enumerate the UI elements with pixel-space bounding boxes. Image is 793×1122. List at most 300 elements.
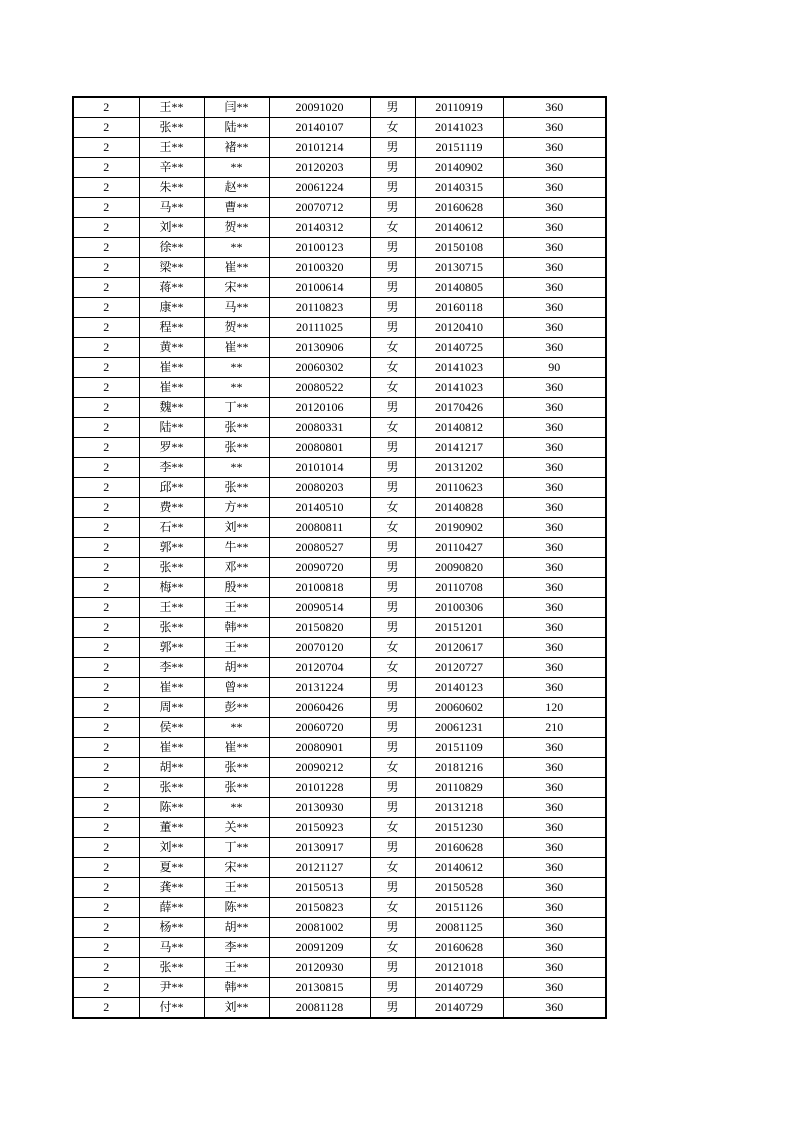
date-2-cell: 20190902: [415, 518, 503, 538]
gender-cell: 男: [370, 198, 415, 218]
name-a-cell: 刘**: [139, 838, 204, 858]
gender-cell: 男: [370, 398, 415, 418]
table-row: [73, 318, 606, 338]
date-1-cell: 20150513: [269, 878, 370, 898]
table-row: [73, 238, 606, 258]
table-row: [73, 858, 606, 878]
date-2-cell: 20140725: [415, 338, 503, 358]
date-2-cell: 20061231: [415, 718, 503, 738]
gender-cell: 男: [370, 718, 415, 738]
date-2-cell: 20140315: [415, 178, 503, 198]
days-cell: 360: [503, 578, 606, 598]
name-a-cell: 张**: [139, 958, 204, 978]
name-b-cell: 李**: [204, 938, 269, 958]
group-cell: 2: [73, 498, 139, 518]
group-cell: 2: [73, 698, 139, 718]
gender-cell: 男: [370, 458, 415, 478]
name-b-cell: 张**: [204, 478, 269, 498]
name-a-cell: 薛**: [139, 898, 204, 918]
days-cell: 360: [503, 318, 606, 338]
data-table: [72, 96, 607, 1019]
gender-cell: 男: [370, 598, 415, 618]
name-b-cell: **: [204, 238, 269, 258]
days-cell: 360: [503, 658, 606, 678]
group-cell: 2: [73, 298, 139, 318]
gender-cell: 男: [370, 318, 415, 338]
days-cell: 360: [503, 458, 606, 478]
name-a-cell: 崔**: [139, 738, 204, 758]
table-row: [73, 678, 606, 698]
name-b-cell: 刘**: [204, 518, 269, 538]
days-cell: 360: [503, 778, 606, 798]
table-row: [73, 878, 606, 898]
date-2-cell: 20141023: [415, 378, 503, 398]
name-b-cell: 丁**: [204, 838, 269, 858]
name-b-cell: 韩**: [204, 618, 269, 638]
date-2-cell: 20140612: [415, 218, 503, 238]
date-1-cell: 20060426: [269, 698, 370, 718]
name-b-cell: **: [204, 458, 269, 478]
date-2-cell: 20151126: [415, 898, 503, 918]
group-cell: 2: [73, 658, 139, 678]
name-a-cell: 魏**: [139, 398, 204, 418]
gender-cell: 男: [370, 838, 415, 858]
days-cell: 360: [503, 278, 606, 298]
group-cell: 2: [73, 418, 139, 438]
name-b-cell: 张**: [204, 758, 269, 778]
days-cell: 360: [503, 598, 606, 618]
name-a-cell: 程**: [139, 318, 204, 338]
gender-cell: 男: [370, 158, 415, 178]
group-cell: 2: [73, 778, 139, 798]
days-cell: 360: [503, 818, 606, 838]
date-2-cell: 20160628: [415, 198, 503, 218]
name-a-cell: 张**: [139, 558, 204, 578]
group-cell: 2: [73, 438, 139, 458]
group-cell: 2: [73, 978, 139, 998]
gender-cell: 男: [370, 478, 415, 498]
table-row: [73, 158, 606, 178]
group-cell: 2: [73, 898, 139, 918]
name-b-cell: 陈**: [204, 898, 269, 918]
table-row: [73, 938, 606, 958]
name-b-cell: 贺**: [204, 318, 269, 338]
gender-cell: 男: [370, 258, 415, 278]
gender-cell: 女: [370, 118, 415, 138]
name-a-cell: 王**: [139, 138, 204, 158]
table-row: [73, 578, 606, 598]
date-1-cell: 20150923: [269, 818, 370, 838]
date-1-cell: 20070120: [269, 638, 370, 658]
group-cell: 2: [73, 918, 139, 938]
name-a-cell: 付**: [139, 998, 204, 1019]
gender-cell: 女: [370, 358, 415, 378]
group-cell: 2: [73, 638, 139, 658]
date-1-cell: 20130930: [269, 798, 370, 818]
name-a-cell: 张**: [139, 618, 204, 638]
gender-cell: 男: [370, 978, 415, 998]
group-cell: 2: [73, 458, 139, 478]
days-cell: 360: [503, 298, 606, 318]
group-cell: 2: [73, 198, 139, 218]
days-cell: 360: [503, 678, 606, 698]
table-row: [73, 278, 606, 298]
days-cell: 360: [503, 738, 606, 758]
days-cell: 360: [503, 878, 606, 898]
group-cell: 2: [73, 758, 139, 778]
group-cell: 2: [73, 578, 139, 598]
name-b-cell: **: [204, 358, 269, 378]
table-row: [73, 198, 606, 218]
date-2-cell: 20131218: [415, 798, 503, 818]
name-b-cell: **: [204, 378, 269, 398]
date-2-cell: 20121018: [415, 958, 503, 978]
name-a-cell: 胡**: [139, 758, 204, 778]
name-a-cell: 李**: [139, 658, 204, 678]
table-row: [73, 918, 606, 938]
days-cell: 360: [503, 438, 606, 458]
name-a-cell: 周**: [139, 698, 204, 718]
date-1-cell: 20101214: [269, 138, 370, 158]
name-b-cell: 宋**: [204, 858, 269, 878]
days-cell: 360: [503, 218, 606, 238]
gender-cell: 男: [370, 958, 415, 978]
date-2-cell: 20120727: [415, 658, 503, 678]
date-2-cell: 20110708: [415, 578, 503, 598]
name-b-cell: **: [204, 718, 269, 738]
name-a-cell: 龚**: [139, 878, 204, 898]
name-a-cell: 崔**: [139, 358, 204, 378]
group-cell: 2: [73, 358, 139, 378]
gender-cell: 女: [370, 818, 415, 838]
group-cell: 2: [73, 398, 139, 418]
name-b-cell: 陆**: [204, 118, 269, 138]
date-1-cell: 20101228: [269, 778, 370, 798]
name-b-cell: 马**: [204, 298, 269, 318]
group-cell: 2: [73, 958, 139, 978]
name-a-cell: 康**: [139, 298, 204, 318]
gender-cell: 男: [370, 558, 415, 578]
table-row: [73, 478, 606, 498]
name-b-cell: 宋**: [204, 278, 269, 298]
name-a-cell: 王**: [139, 598, 204, 618]
days-cell: 210: [503, 718, 606, 738]
date-1-cell: 20150820: [269, 618, 370, 638]
name-a-cell: 郭**: [139, 538, 204, 558]
group-cell: 2: [73, 878, 139, 898]
date-2-cell: 20150528: [415, 878, 503, 898]
table-row: [73, 658, 606, 678]
group-cell: 2: [73, 218, 139, 238]
date-2-cell: 20110919: [415, 97, 503, 118]
date-2-cell: 20140729: [415, 978, 503, 998]
table-row: [73, 738, 606, 758]
date-2-cell: 20110829: [415, 778, 503, 798]
table-row: [73, 798, 606, 818]
name-a-cell: 辛**: [139, 158, 204, 178]
days-cell: 360: [503, 918, 606, 938]
date-2-cell: 20110623: [415, 478, 503, 498]
name-a-cell: 崔**: [139, 378, 204, 398]
date-2-cell: 20150108: [415, 238, 503, 258]
days-cell: 360: [503, 898, 606, 918]
name-b-cell: 曾**: [204, 678, 269, 698]
date-2-cell: 20131202: [415, 458, 503, 478]
group-cell: 2: [73, 938, 139, 958]
date-1-cell: 20120203: [269, 158, 370, 178]
name-b-cell: 殷**: [204, 578, 269, 598]
date-1-cell: 20100818: [269, 578, 370, 598]
name-a-cell: 尹**: [139, 978, 204, 998]
gender-cell: 男: [370, 97, 415, 118]
date-2-cell: 20141023: [415, 118, 503, 138]
group-cell: 2: [73, 538, 139, 558]
gender-cell: 男: [370, 578, 415, 598]
gender-cell: 男: [370, 678, 415, 698]
group-cell: 2: [73, 718, 139, 738]
group-cell: 2: [73, 338, 139, 358]
date-2-cell: 20140805: [415, 278, 503, 298]
group-cell: 2: [73, 998, 139, 1019]
group-cell: 2: [73, 798, 139, 818]
gender-cell: 女: [370, 418, 415, 438]
gender-cell: 男: [370, 618, 415, 638]
table-row: [73, 358, 606, 378]
group-cell: 2: [73, 478, 139, 498]
name-a-cell: 刘**: [139, 218, 204, 238]
gender-cell: 男: [370, 738, 415, 758]
date-2-cell: 20151109: [415, 738, 503, 758]
gender-cell: 男: [370, 298, 415, 318]
table-row: [73, 758, 606, 778]
table-row: [73, 418, 606, 438]
name-a-cell: 邱**: [139, 478, 204, 498]
name-a-cell: 董**: [139, 818, 204, 838]
group-cell: 2: [73, 278, 139, 298]
group-cell: 2: [73, 118, 139, 138]
name-b-cell: 丁**: [204, 398, 269, 418]
days-cell: 360: [503, 378, 606, 398]
date-1-cell: 20140107: [269, 118, 370, 138]
name-b-cell: 牛**: [204, 538, 269, 558]
gender-cell: 女: [370, 858, 415, 878]
days-cell: 360: [503, 538, 606, 558]
group-cell: 2: [73, 158, 139, 178]
name-a-cell: 崔**: [139, 678, 204, 698]
date-1-cell: 20081128: [269, 998, 370, 1019]
table-row: [73, 118, 606, 138]
date-2-cell: 20140902: [415, 158, 503, 178]
name-b-cell: 贺**: [204, 218, 269, 238]
table-row: [73, 718, 606, 738]
group-cell: 2: [73, 178, 139, 198]
group-cell: 2: [73, 318, 139, 338]
days-cell: 360: [503, 97, 606, 118]
name-b-cell: 胡**: [204, 658, 269, 678]
date-2-cell: 20160628: [415, 938, 503, 958]
gender-cell: 男: [370, 278, 415, 298]
date-1-cell: 20090514: [269, 598, 370, 618]
date-2-cell: 20151119: [415, 138, 503, 158]
date-1-cell: 20110823: [269, 298, 370, 318]
gender-cell: 男: [370, 878, 415, 898]
date-1-cell: 20140510: [269, 498, 370, 518]
name-a-cell: 徐**: [139, 238, 204, 258]
table-row: [73, 618, 606, 638]
name-a-cell: 郭**: [139, 638, 204, 658]
table-row: [73, 898, 606, 918]
days-cell: 360: [503, 558, 606, 578]
table-row: [73, 298, 606, 318]
date-1-cell: 20091020: [269, 97, 370, 118]
date-2-cell: 20110427: [415, 538, 503, 558]
date-1-cell: 20150823: [269, 898, 370, 918]
group-cell: 2: [73, 518, 139, 538]
date-2-cell: 20141023: [415, 358, 503, 378]
table-row: [73, 178, 606, 198]
days-cell: 360: [503, 258, 606, 278]
gender-cell: 女: [370, 758, 415, 778]
name-a-cell: 夏**: [139, 858, 204, 878]
date-2-cell: 20100306: [415, 598, 503, 618]
date-2-cell: 20160628: [415, 838, 503, 858]
date-2-cell: 20160118: [415, 298, 503, 318]
date-2-cell: 20140729: [415, 998, 503, 1019]
name-b-cell: 张**: [204, 438, 269, 458]
name-a-cell: 罗**: [139, 438, 204, 458]
gender-cell: 女: [370, 518, 415, 538]
name-b-cell: 方**: [204, 498, 269, 518]
date-2-cell: 20120617: [415, 638, 503, 658]
days-cell: 120: [503, 698, 606, 718]
date-1-cell: 20060302: [269, 358, 370, 378]
name-b-cell: **: [204, 158, 269, 178]
days-cell: 360: [503, 618, 606, 638]
date-1-cell: 20080203: [269, 478, 370, 498]
name-b-cell: 张**: [204, 418, 269, 438]
days-cell: 360: [503, 118, 606, 138]
name-b-cell: 关**: [204, 818, 269, 838]
date-1-cell: 20080801: [269, 438, 370, 458]
group-cell: 2: [73, 598, 139, 618]
date-1-cell: 20120704: [269, 658, 370, 678]
gender-cell: 女: [370, 338, 415, 358]
name-a-cell: 黄**: [139, 338, 204, 358]
table-row: [73, 438, 606, 458]
date-2-cell: 20060602: [415, 698, 503, 718]
date-1-cell: 20131224: [269, 678, 370, 698]
name-a-cell: 王**: [139, 97, 204, 118]
days-cell: 360: [503, 198, 606, 218]
gender-cell: 男: [370, 778, 415, 798]
group-cell: 2: [73, 258, 139, 278]
name-b-cell: 赵**: [204, 178, 269, 198]
date-1-cell: 20070712: [269, 198, 370, 218]
group-cell: 2: [73, 97, 139, 118]
name-b-cell: 闫**: [204, 97, 269, 118]
name-a-cell: 马**: [139, 198, 204, 218]
table-row: [73, 97, 606, 118]
date-1-cell: 20101014: [269, 458, 370, 478]
table-row: [73, 498, 606, 518]
date-1-cell: 20080901: [269, 738, 370, 758]
date-1-cell: 20061224: [269, 178, 370, 198]
name-b-cell: 王**: [204, 598, 269, 618]
name-a-cell: 李**: [139, 458, 204, 478]
gender-cell: 女: [370, 498, 415, 518]
gender-cell: 女: [370, 938, 415, 958]
name-b-cell: 邓**: [204, 558, 269, 578]
name-a-cell: 梁**: [139, 258, 204, 278]
gender-cell: 男: [370, 238, 415, 258]
gender-cell: 男: [370, 798, 415, 818]
table-row: [73, 138, 606, 158]
days-cell: 360: [503, 398, 606, 418]
date-2-cell: 20090820: [415, 558, 503, 578]
date-2-cell: 20140828: [415, 498, 503, 518]
group-cell: 2: [73, 138, 139, 158]
table-body: [73, 97, 606, 1018]
name-a-cell: 张**: [139, 778, 204, 798]
gender-cell: 女: [370, 638, 415, 658]
days-cell: 360: [503, 798, 606, 818]
group-cell: 2: [73, 558, 139, 578]
table-row: [73, 598, 606, 618]
days-cell: 360: [503, 838, 606, 858]
table-row: [73, 538, 606, 558]
table-row: [73, 638, 606, 658]
days-cell: 360: [503, 858, 606, 878]
gender-cell: 男: [370, 698, 415, 718]
name-a-cell: 陆**: [139, 418, 204, 438]
date-2-cell: 20081125: [415, 918, 503, 938]
date-1-cell: 20130917: [269, 838, 370, 858]
name-b-cell: **: [204, 798, 269, 818]
group-cell: 2: [73, 818, 139, 838]
name-a-cell: 陈**: [139, 798, 204, 818]
group-cell: 2: [73, 678, 139, 698]
gender-cell: 女: [370, 378, 415, 398]
table-row: [73, 338, 606, 358]
date-1-cell: 20130815: [269, 978, 370, 998]
date-1-cell: 20120106: [269, 398, 370, 418]
days-cell: 360: [503, 238, 606, 258]
table-row: [73, 978, 606, 998]
table-row: [73, 958, 606, 978]
days-cell: 360: [503, 978, 606, 998]
date-2-cell: 20140812: [415, 418, 503, 438]
days-cell: 360: [503, 338, 606, 358]
days-cell: 360: [503, 518, 606, 538]
date-2-cell: 20151201: [415, 618, 503, 638]
name-b-cell: 胡**: [204, 918, 269, 938]
group-cell: 2: [73, 378, 139, 398]
gender-cell: 女: [370, 898, 415, 918]
table-row: [73, 258, 606, 278]
date-1-cell: 20080522: [269, 378, 370, 398]
date-2-cell: 20140123: [415, 678, 503, 698]
name-a-cell: 梅**: [139, 578, 204, 598]
gender-cell: 男: [370, 138, 415, 158]
date-1-cell: 20090212: [269, 758, 370, 778]
date-1-cell: 20121127: [269, 858, 370, 878]
date-2-cell: 20141217: [415, 438, 503, 458]
name-b-cell: 刘**: [204, 998, 269, 1019]
gender-cell: 女: [370, 658, 415, 678]
date-1-cell: 20111025: [269, 318, 370, 338]
date-1-cell: 20100123: [269, 238, 370, 258]
date-1-cell: 20060720: [269, 718, 370, 738]
